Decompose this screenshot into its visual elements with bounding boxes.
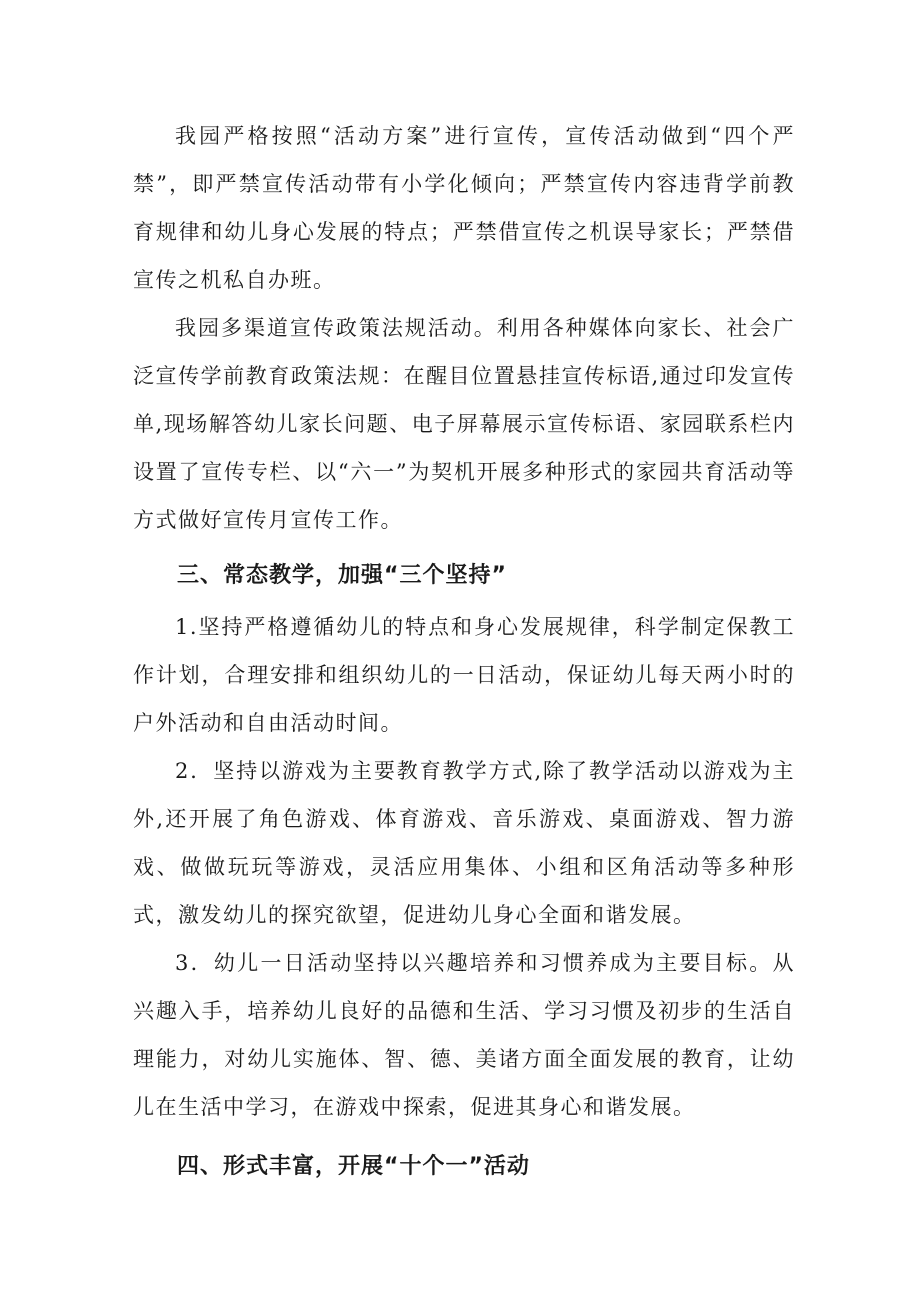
section-heading-four: 四、形式丰富，开展“十个一”活动 <box>177 1154 530 1179</box>
document-body <box>133 112 795 1191</box>
paragraph-item-3: 3．幼儿一日活动坚持以兴趣培养和习惯养成为主要目标。从兴趣入手，培养幼儿良好的品德和生活、学习习惯及初步的生活自理能力，对幼儿实施体、智、德、美诸方面全面发展的教育，让幼儿在生活中学习，在游戏中探索，促进其身心和谐发展。 <box>133 951 795 1119</box>
paragraph-item-2: 2．坚持以游戏为主要教育教学方式,除了教学活动以游戏为主外,还开展了角色游戏、体育游戏、音乐游戏、桌面游戏、智力游戏、做做玩玩等游戏，灵活应用集体、小组和区角活动等多种形式，激发幼儿的探究欲望，促进幼儿身心全面和谐发展。 <box>133 759 795 927</box>
paragraph-policy-publicity: 我园多渠道宣传政策法规活动。利用各种媒体向家长、社会广泛宣传学前教育政策法规：在醒目位置悬挂宣传标语,通过印发宣传单,现场解答幼儿家长问题、电子屏幕展示宣传标语、家园联系栏内设置了宣传专栏、以“六一”为契机开展多种形式的家园共育活动等方式做好宣传月宣传工作。 <box>133 316 795 532</box>
paragraph-item-1: 1.坚持严格遵循幼儿的特点和身心发展规律，科学制定保教工作计划，合理安排和组织幼儿的一日活动，保证幼儿每天两小时的户外活动和自由活动时间。 <box>133 615 795 735</box>
section-heading-three: 三、常态教学，加强“三个坚持” <box>177 563 507 588</box>
paragraph-four-prohibitions: 我园严格按照“活动方案”进行宣传，宣传活动做到“四个严禁”，即严禁宣传活动带有小学化倾向；严禁宣传内容违背学前教育规律和幼儿身心发展的特点；严禁借宣传之机误导家长；严禁借宣传之机私自办班。 <box>133 124 795 292</box>
